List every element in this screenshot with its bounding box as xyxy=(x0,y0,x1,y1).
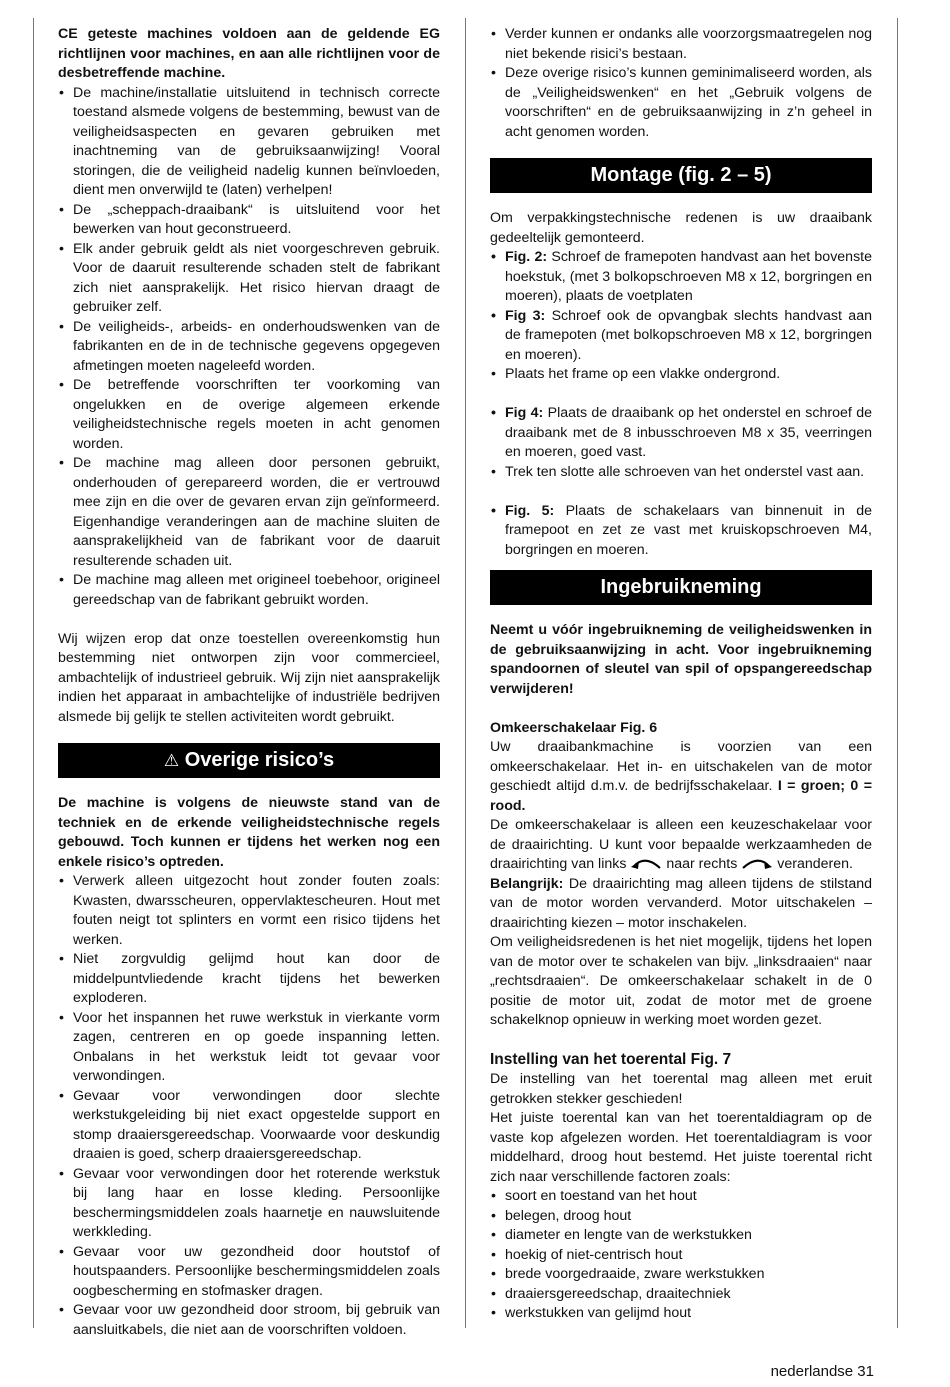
list-item: • De machine mag alleen door personen gebruikt, onderhouden of gerepareerd worden, die er vertrouwd mee zijn en die over de gevaren ervan zijn geïnformeerd. Eigenhandige veranderingen aan de machine sluiten de aansprakelijkheid van de fabrikant voor de daaruit resulterende schaden uit. xyxy=(58,454,440,571)
list-item: • soort en toestand van het hout xyxy=(490,1187,872,1207)
step-text: Plaats de schakelaars van binnenuit in de framepoot en zet ze vast met kruiskopschroeven M4, borgringen en moeren. xyxy=(505,502,872,558)
belangrijk-text: De draairichting mag alleen tijdens de stilstand van de motor worden vervanderd. Motor uitschakelen – draairichting kiezen – motor inschakelen. xyxy=(490,875,872,931)
list-item: • De machine mag alleen met origineel toebehoor, origineel gereedschap van de fabrikant gebruikt worden. xyxy=(58,571,440,610)
right-margin-line xyxy=(897,18,898,1328)
risk-heading-text: Overige risico’s xyxy=(184,749,335,771)
toerental-text-2: Het juiste toerental kan van het toerentaldiagram op de vaste kop afgelezen worden. Het toerentaldiagram is voor middelhard, droog hout bestemd. Het juiste toerental richt zich naar verschillende factoren zoals: xyxy=(490,1110,872,1185)
montage-steps-2 xyxy=(490,404,872,482)
list-item: • De „scheppach-draaibank“ is uitsluitend voor het bewerken van hout geconstrueerd. xyxy=(58,201,440,240)
list-item: • Verwerk alleen uitgezocht hout zonder fouten zoals: Kwasten, dwarsscheuren, oppervlaktescheuren. Hout met fouten neigt tot splinters en vormt een risico tijdens het werken. xyxy=(58,872,440,950)
belangrijk-paragraph xyxy=(490,875,872,934)
list-item: • diameter en lengte van de werkstukken xyxy=(490,1226,872,1246)
list-item xyxy=(490,307,872,366)
risk-list-continued xyxy=(490,25,872,142)
page-footer: nederlandse 31 xyxy=(770,1363,874,1380)
ingebruik-bold: Neemt u vóór ingebruikneming de veiligheidswenken in de gebruiksaanwijzing in acht. Voor ingebruikneming spandoornen of sleutel van spil of opspangereedschap verwijderen! xyxy=(490,622,872,697)
omkeer-text: Uw draaibankmachine is voorzien van een omkeerschakelaar. Het in- en uitschakelen van de motor geschiedt altijd d.m.v. de bedrijfsschakelaar. xyxy=(490,739,872,794)
toerental-text-1: De instelling van het toerental mag alleen met eruit getrokken stekker geschieden! xyxy=(490,1071,872,1107)
list-item xyxy=(490,502,872,561)
montage-intro: Om verpakkingstechnische redenen is uw draaibank gedeeltelijk gemonteerd. xyxy=(490,210,872,246)
step-text: Plaats de draaibank op het onderstel en schroef de draaibank met de 8 inbusschroeven M8 x 35, veerringen en moeren, goed vast. xyxy=(505,405,872,460)
list-item: • Gevaar voor verwondingen door slechte werkstukgeleiding bij niet exact opgestelde support en stomp draaiersgereedschap. Voorwaarde voor deskundig draaien is goed, scherp draaiersgereedschap. xyxy=(58,1087,440,1165)
omkeer-paragraph xyxy=(490,738,872,816)
omkeer-text: veranderen. xyxy=(777,856,853,872)
step-text: Schroef de framepoten handvast aan het bovenste hoekstuk, (met 3 bolkopschroeven M8 x 12, borgringen en moeren), plaats de voetplaten xyxy=(505,249,872,304)
omkeer-text: De omkeerschakelaar is alleen een keuzeschakelaar voor de draairichting. U kunt voor bepaalde werkzaamheden de draairichting van links xyxy=(490,817,872,872)
risk-section-heading xyxy=(58,743,440,778)
list-item xyxy=(490,248,872,307)
center-divider-line xyxy=(465,18,466,1328)
intro-bold: CE geteste machines voldoen aan de geldende EG richtlijnen voor machines, en aan alle richtlijnen voor de desbetreffende machine. xyxy=(58,26,440,81)
montage-steps-3 xyxy=(490,502,872,561)
list-item: • belegen, droog hout xyxy=(490,1207,872,1227)
left-margin-line xyxy=(33,18,34,1328)
list-item: • Voor het inspannen het ruwe werkstuk in vierkante vorm zagen, centreren en op goede inspanning letten. Onbalans in het werkstuk leidt tot gevaar voor verwondingen. xyxy=(58,1009,440,1087)
risk-list xyxy=(58,872,440,1340)
usage-paragraph: Wij wijzen erop dat onze toestellen overeenkomstig hun bestemming niet ontworpen zijn voor commercieel, ambachtelijk of industrieel gebruik. Wij zijn niet aansprakelijk indien het apparaat in ambachtelijke of industriële bedrijven alsmede bij gelijk te stellen activiteiten wordt gebruikt. xyxy=(58,630,440,725)
safety-list xyxy=(58,84,440,611)
left-column xyxy=(58,25,440,1340)
montage-steps xyxy=(490,248,872,385)
list-item: • Niet zorgvuldig gelijmd hout kan door de middelpuntvliedende kracht tijdens het bewerken exploderen. xyxy=(58,950,440,1009)
omkeer-heading: Omkeerschakelaar Fig. 6 xyxy=(490,719,658,736)
omkeer-paragraph-2 xyxy=(490,816,872,875)
list-item: • draaiersgereedschap, draaitechniek xyxy=(490,1285,872,1305)
step-label: Fig. 5: xyxy=(505,502,555,519)
step-text: Trek ten slotte alle schroeven van het onderstel vast aan. xyxy=(505,463,865,480)
list-item: • Gevaar voor uw gezondheid door stroom, bij gebruik van aansluitkabels, die niet aan de voorschriften voldoen. xyxy=(58,1301,440,1340)
right-column xyxy=(490,25,872,1324)
list-item: • Gevaar voor verwondingen door het roterende werkstuk bij lang haar en losse kleding. Persoonlijke beschermingsmiddelen zoals haarnetje en nauwsluitende werkkleding. xyxy=(58,1165,440,1243)
belangrijk-label: Belangrijk: xyxy=(490,875,564,892)
list-item: • Elk ander gebruik geldt als niet voorgeschreven gebruik. Voor de daaruit resulterende schaden stelt de fabrikant zich niet aansprakelijk. Het risico hiervan draagt de gebruiker zelf. xyxy=(58,240,440,318)
list-item: • Verder kunnen er ondanks alle voorzorgsmaatregelen nog niet bekende risici’s bestaan. xyxy=(490,25,872,64)
ingebruik-section-heading: Ingebruikneming xyxy=(490,570,872,605)
omkeer-paragraph-3: Om veiligheidsredenen is het niet mogelijk, tijdens het lopen van de motor over te schakelen van bijv. „linksdraaien“ naar „rechtsdraaien“. De omkeerschakelaar schakelt in de 0 positie de motor uit, zodat de motor met de groene schakelknop opnieuw in werking moet worden gezet. xyxy=(490,934,872,1028)
list-item xyxy=(490,365,872,385)
toerental-list xyxy=(490,1187,872,1324)
list-item: • brede voorgedraaide, zware werkstukken xyxy=(490,1265,872,1285)
omkeer-bold: I = groen; 0 = rood. xyxy=(490,778,873,814)
montage-section-heading: Montage (fig. 2 – 5) xyxy=(490,158,872,193)
risk-intro-bold: De machine is volgens de nieuwste stand van de techniek en de erkende veiligheidstechnische regels gebouwd. Toch kunnen er tijdens het werken nog een enkele risico’s optreden. xyxy=(58,795,440,870)
list-item: • De veiligheids-, arbeids- en onderhoudswenken van de fabrikanten en de in de technische gegevens opgegeven afmetingen moeten nageleefd worden. xyxy=(58,318,440,377)
step-label: Fig. 2: xyxy=(505,249,548,265)
warning-triangle-icon: ⚠ xyxy=(163,751,180,770)
step-label: Fig 4: xyxy=(505,405,544,421)
step-text: Plaats het frame op een vlakke ondergrond. xyxy=(505,366,781,382)
step-text: Schroef ook de opvangbak slechts handvast aan de framepoten (met bolkopschroeven M8 x 12, borgringen en moeren). xyxy=(505,307,872,363)
list-item: • werkstukken van gelijmd hout xyxy=(490,1304,872,1324)
step-label: Fig 3: xyxy=(505,307,546,324)
list-item: • Deze overige risico’s kunnen geminimaliseerd worden, als de „Veiligheidswenken“ en het „Gebruik volgens de voorschriften“ en de gebruiksaanwijzing in z’n geheel in acht genomen worden. xyxy=(490,64,872,142)
rotate-left-arrow-icon xyxy=(630,857,662,871)
omkeer-text: naar rechts xyxy=(666,856,738,872)
rotate-right-arrow-icon xyxy=(741,857,773,871)
toerental-heading: Instelling van het toerental Fig. 7 xyxy=(490,1051,732,1068)
list-item xyxy=(490,463,872,483)
list-item xyxy=(490,404,872,463)
list-item: • hoekig of niet-centrisch hout xyxy=(490,1246,872,1266)
list-item: • Gevaar voor uw gezondheid door houtstof of houtspaanders. Persoonlijke beschermingsmiddelen zoals oogbescherming en stofmasker dragen. xyxy=(58,1243,440,1302)
list-item: • De machine/installatie uitsluitend in technisch correcte toestand alsmede volgens de bestemming, bewust van de veiligheidsaspecten en gevaren gebruiken met inachtneming van de gebruiksaanwijzing! Vooral storingen, die de veiligheid nadelig kunnen beïnvloeden, dient men onverwijld te (laten) verhelpen! xyxy=(58,84,440,201)
list-item: • De betreffende voorschriften ter voorkoming van ongelukken en de overige algemeen erkende veiligheidstechnische regels moeten in acht genomen worden. xyxy=(58,376,440,454)
